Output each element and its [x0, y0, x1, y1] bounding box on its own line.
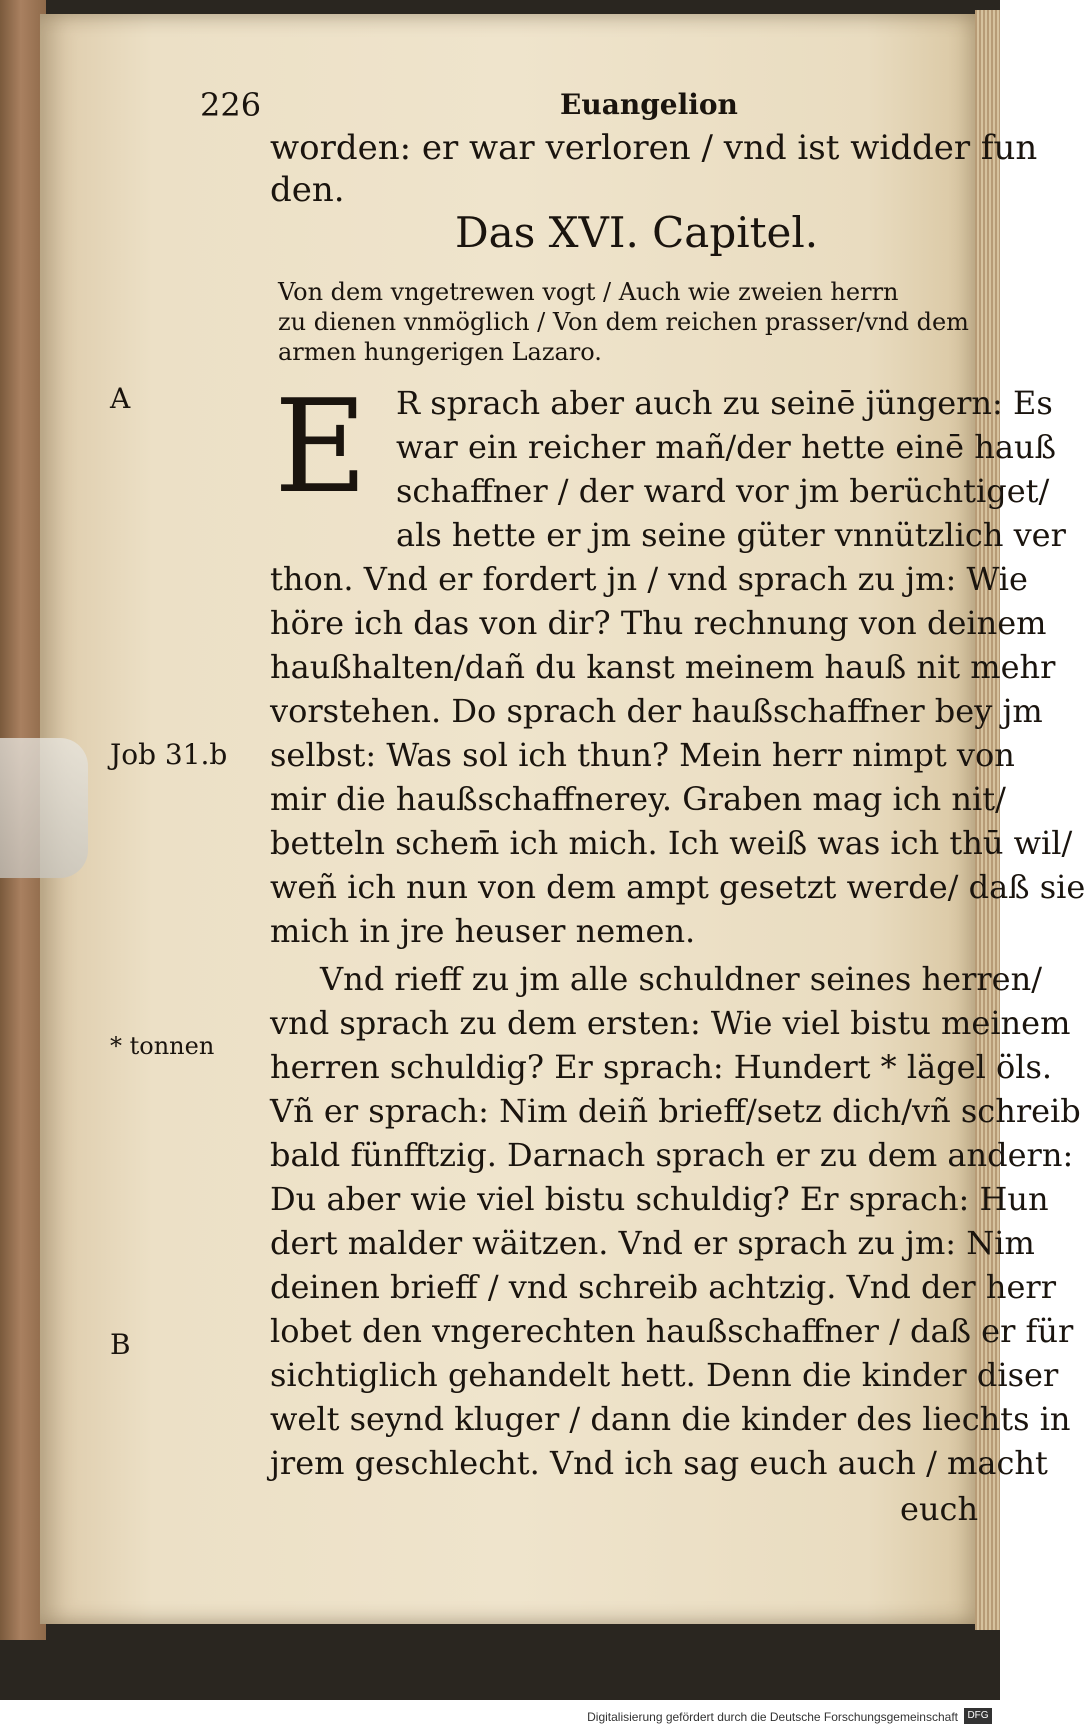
text-line: Vnd rieff zu jm alle schuldner seines herren/	[320, 960, 1042, 998]
text-line: dert malder wäitzen. Vnd er sprach zu jm: Nim	[270, 1224, 1035, 1262]
text-line: selbst: Was sol ich thun? Mein herr nimpt von	[270, 736, 1015, 774]
text-line: den.	[270, 170, 345, 210]
text-line: vnd sprach zu dem ersten: Wie viel bistu meinem	[270, 1004, 1071, 1042]
text-line: Du aber wie viel bistu schuldig? Er sprach: Hun	[270, 1180, 1049, 1218]
chapter-title: Das XVI. Capitel.	[455, 208, 819, 257]
margin-note: B	[110, 1328, 131, 1361]
text-line: herren schuldig? Er sprach: Hundert * lägel öls.	[270, 1048, 1053, 1086]
text-line: bald fünfftzig. Darnach sprach er zu dem andern:	[270, 1136, 1074, 1174]
summary-line: armen hungerigen Lazaro.	[278, 338, 602, 366]
margin-note: Job 31.b	[110, 738, 228, 771]
text-line: höre ich das von dir? Thu rechnung von deinem	[270, 604, 1047, 642]
text-line: betteln schem̄ ich mich. Ich weiß was ich thū wil/	[270, 824, 1073, 862]
summary-line: zu dienen vnmöglich / Von dem reichen prasser/vnd dem	[278, 308, 969, 336]
page-number: 226	[200, 86, 262, 124]
margin-note: A	[110, 382, 131, 415]
text-line: Vñ er sprach: Nim deiñ brieff/setz dich/vñ schreib	[270, 1092, 1081, 1130]
text-line: als hette er jm seine güter vnnützlich ver	[396, 516, 1066, 554]
dfg-logo: DFG	[964, 1708, 992, 1724]
text-line: R sprach aber auch zu seinē jüngern: Es	[396, 384, 1053, 422]
page-clip	[0, 738, 88, 878]
text-line: thon. Vnd er fordert jn / vnd sprach zu jm: Wie	[270, 560, 1028, 598]
running-head: Euangelion	[560, 88, 738, 121]
margin-note: * tonnen	[110, 1032, 215, 1060]
catchword: euch	[900, 1490, 979, 1528]
summary-line: Von dem vngetrewen vogt / Auch wie zweien herrn	[278, 278, 899, 306]
text-line: schaffner / der ward vor jm berüchtiget/	[396, 472, 1050, 510]
text-line: worden: er war verloren / vnd ist widder fun	[270, 128, 1038, 168]
text-line: vorstehen. Do sprach der haußschaffner bey jm	[270, 692, 1043, 730]
text-line: war ein reicher mañ/der hette einē hauß	[396, 428, 1056, 466]
text-line: lobet den vngerechten haußschaffner / daß er für	[270, 1312, 1074, 1350]
footer-credit: Digitalisierung gefördert durch die Deutsche Forschungsgemeinschaft	[587, 1710, 958, 1724]
text-line: welt seynd kluger / dann die kinder des liechts in	[270, 1400, 1071, 1438]
drop-cap: E	[274, 373, 368, 522]
text-line: jrem geschlecht. Vnd ich sag euch auch / macht	[270, 1444, 1048, 1482]
text-line: sichtiglich gehandelt hett. Denn die kinder diser	[270, 1356, 1059, 1394]
text-line: mich in jre heuser nemen.	[270, 912, 696, 950]
text-line: mir die haußschaffnerey. Graben mag ich nit/	[270, 780, 1006, 818]
text-line: weñ ich nun von dem ampt gesetzt werde/ daß sie	[270, 868, 1085, 906]
text-line: haußhalten/dañ du kanst meinem hauß nit mehr	[270, 648, 1056, 686]
text-line: deinen brieff / vnd schreib achtzig. Vnd der herr	[270, 1268, 1057, 1306]
